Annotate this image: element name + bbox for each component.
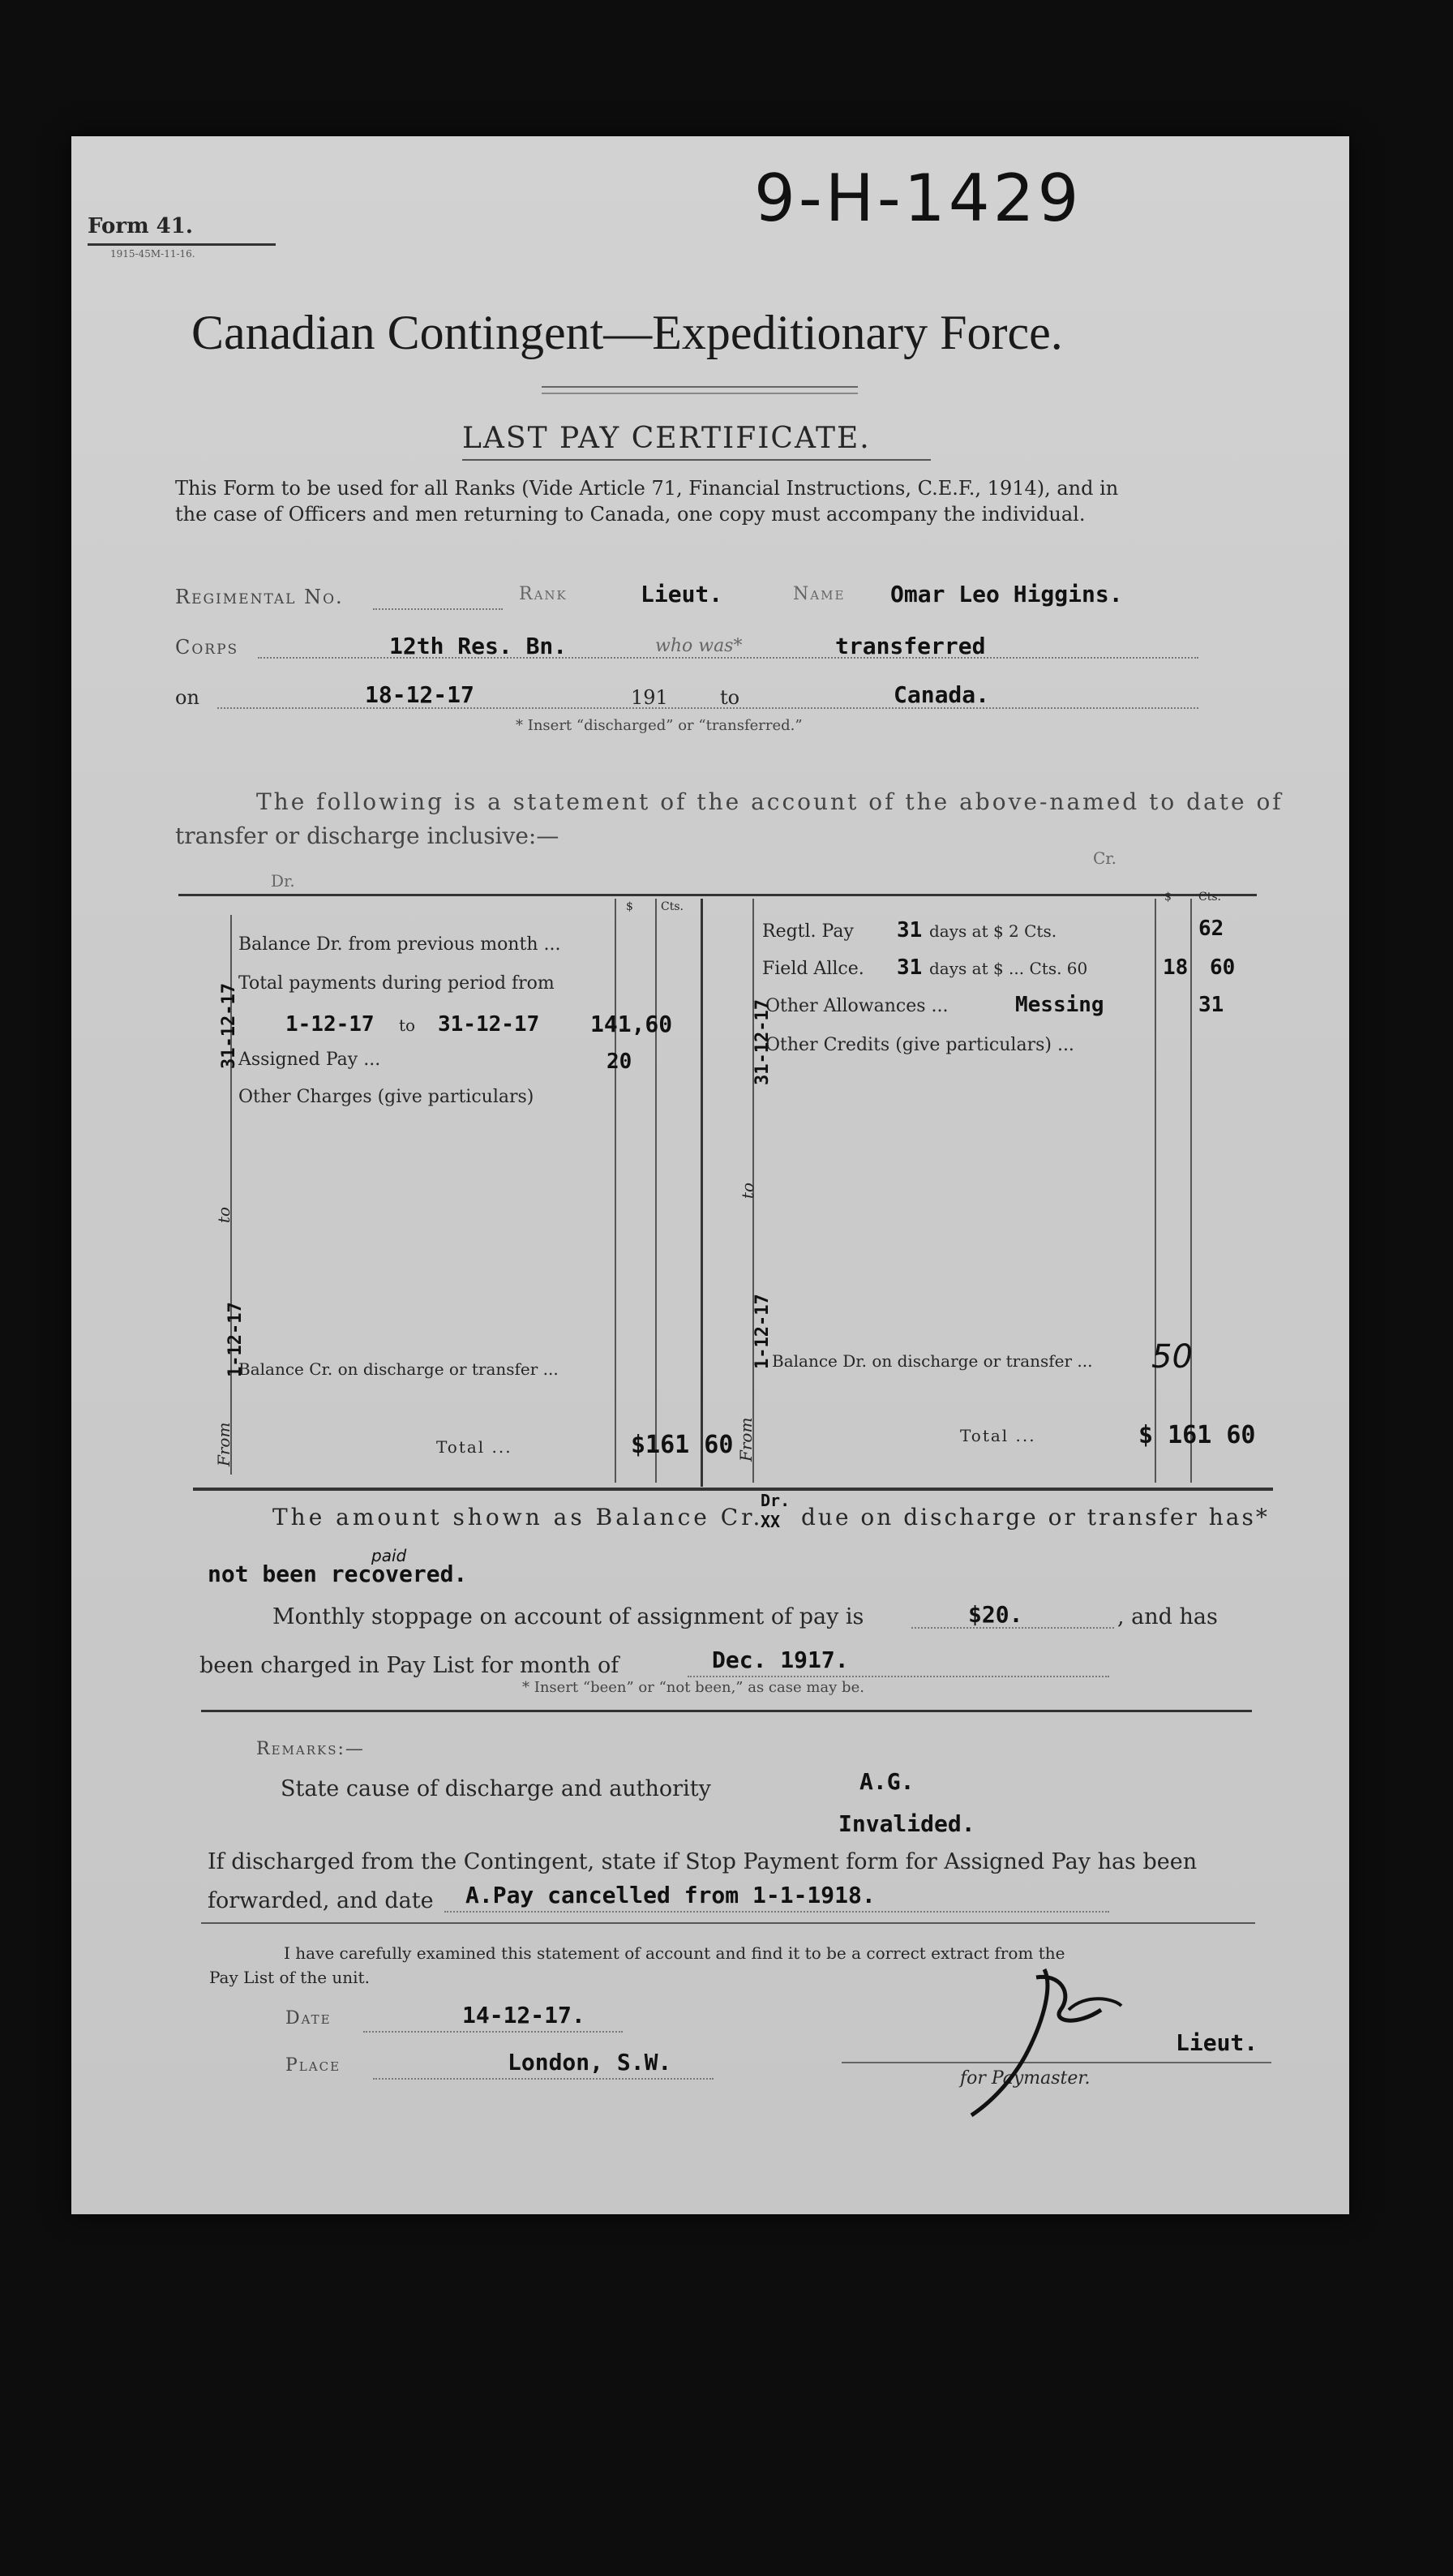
cr-label: Cr.: [1093, 848, 1117, 868]
debit-side-from-date: 1-12-17: [225, 1302, 246, 1377]
other-credits-label: Other Credits (give particulars) ...: [765, 1035, 1074, 1055]
date-value: 14-12-17.: [462, 2002, 585, 2029]
regtl-pay-days: 31: [897, 918, 923, 942]
stop-payment-field: [444, 1911, 1109, 1913]
table-top-rule: [178, 894, 1257, 896]
debit-side-from: From: [214, 1422, 234, 1466]
total-payments-label: Total payments during period from: [238, 973, 555, 994]
debit-cents-header: Cts.: [661, 900, 684, 913]
document-title: Canadian Contingent—Expeditionary Force.: [191, 306, 1063, 359]
corps-value: 12th Res. Bn.: [389, 633, 568, 659]
place-value: London, S.W.: [508, 2049, 672, 2076]
regtl-pay-rate: days at $ 2 Cts.: [929, 921, 1057, 941]
table-center-rule: [701, 899, 703, 1487]
other-allowances-label: Other Allowances ...: [765, 996, 949, 1016]
credit-cents-header: Cts.: [1198, 891, 1221, 904]
assigned-pay-amount: 20: [606, 1050, 632, 1074]
field-allce-rate: days at $ ... Cts. 60: [929, 959, 1088, 978]
year-label: 191: [631, 686, 668, 709]
statement-line-1: The following is a statement of the account of the above-named to date of: [256, 788, 1284, 815]
debit-side-to-date: 31-12-17: [219, 983, 239, 1069]
certification-line-2: Pay List of the unit.: [209, 1968, 370, 1987]
pay-list-month-field: [688, 1676, 1109, 1677]
certification-line-1: I have carefully examined this statement of account and find it to be a correct extract from the: [284, 1943, 1065, 1963]
regtl-pay-amount: 62: [1198, 917, 1224, 941]
credit-side-to-date: 31-12-17: [752, 999, 773, 1085]
table-bottom-rule: [193, 1488, 1273, 1491]
who-was-label: who was*: [655, 636, 743, 656]
debit-total-label: Total ...: [436, 1437, 512, 1457]
name-value: Omar Leo Higgins.: [890, 581, 1123, 608]
cause-value-1: A.G.: [859, 1768, 915, 1795]
who-was-value: transferred: [835, 633, 986, 659]
regimental-no-label: Regimental No.: [175, 586, 344, 608]
cause-value-2: Invalided.: [838, 1810, 975, 1837]
total-payments-amount: 141,60: [590, 1011, 673, 1037]
balance-cr-label: Balance Cr. on discharge or transfer ...: [238, 1359, 559, 1379]
title-rule: [542, 386, 858, 388]
date-label: Date: [285, 2008, 332, 2029]
signature-mark: [939, 1961, 1150, 2123]
on-value: 18-12-17: [365, 681, 474, 708]
credit-side-to: to: [738, 1182, 757, 1199]
balance-dr-amount: 50: [1151, 1338, 1193, 1376]
to-value: Canada.: [894, 681, 990, 708]
field-allce-days: 31: [897, 955, 923, 980]
credit-side-from-date: 1-12-17: [752, 1294, 773, 1369]
stop-payment-value: A.Pay cancelled from 1-1-1918.: [465, 1882, 876, 1908]
recovery-line-1b: due on discharge or transfer has*: [801, 1504, 1270, 1531]
field-allce-label: Field Allce.: [762, 959, 864, 979]
to-label: to: [720, 686, 740, 709]
balance-prev-month: Balance Dr. from previous month ...: [238, 934, 561, 955]
field-allce-cents: 60: [1210, 955, 1236, 980]
credit-side-from: From: [736, 1417, 756, 1462]
recovery-line-4a: been charged in Pay List for month of: [199, 1653, 619, 1678]
statement-line-2: transfer or discharge inclusive:—: [175, 822, 559, 849]
other-charges-label: Other Charges (give particulars): [238, 1087, 534, 1107]
corps-label: Corps: [175, 636, 239, 659]
instructions-line-1: This Form to be used for all Ranks (Vide Article 71, Financial Instructions, C.E.F., 1914), and in: [175, 477, 1119, 500]
recovery-stoppage-value: $20.: [968, 1601, 1023, 1628]
place-field: [373, 2078, 714, 2080]
period-from: 1-12-17: [285, 1012, 375, 1037]
instructions-line-2: the case of Officers and men returning to Canada, one copy must accompany the individual.: [175, 503, 1086, 526]
recovery-dr: Dr.: [761, 1491, 791, 1510]
recovery-line-3b: , and has: [1117, 1604, 1218, 1629]
form-label: Form 41.: [88, 214, 193, 238]
messing-label: Messing: [1015, 993, 1104, 1017]
dr-label: Dr.: [271, 871, 295, 891]
for-paymaster: for Paymaster.: [960, 2068, 1091, 2089]
certificate-paper: [71, 136, 1349, 2214]
recovery-paid: paid: [371, 1546, 407, 1565]
debit-cents-rule: [655, 899, 657, 1483]
regimental-no-field: [373, 608, 503, 610]
credit-cents-rule: [1190, 899, 1192, 1483]
date-field: [363, 2031, 623, 2033]
period-to-word: to: [399, 1015, 416, 1035]
subtitle-underline: [462, 459, 931, 461]
form-print-code: 1915-45M-11-16.: [110, 248, 195, 260]
rank-label: Rank: [519, 584, 568, 604]
credit-total-value: $ 161 60: [1138, 1421, 1256, 1449]
debit-dollar-header: $: [626, 900, 633, 913]
stop-payment-line-2: forwarded, and date: [208, 1888, 434, 1913]
place-label: Place: [285, 2055, 341, 2076]
recovery-note: * Insert “been” or “not been,” as case may be.: [522, 1679, 864, 1696]
title-rule-2: [542, 393, 858, 394]
remarks-top-rule: [201, 1710, 1252, 1712]
form-underline: [88, 243, 276, 246]
recovery-not-been: not been recovered.: [208, 1561, 468, 1587]
debit-total-value: $161 60: [631, 1431, 734, 1459]
insert-note: * Insert “discharged” or “transferred.”: [516, 717, 803, 734]
on-label: on: [175, 686, 199, 709]
credit-dollars-rule: [1155, 899, 1156, 1483]
assigned-pay-label: Assigned Pay ...: [238, 1050, 381, 1070]
balance-dr-label: Balance Dr. on discharge or transfer ...: [772, 1351, 1093, 1371]
credit-dollar-header: $: [1164, 891, 1172, 904]
debit-dollars-rule: [615, 899, 616, 1483]
remarks-label: Remarks:—: [256, 1739, 365, 1759]
debit-side-to: to: [214, 1206, 234, 1223]
name-label: Name: [793, 584, 846, 604]
regtl-pay-label: Regtl. Pay: [762, 921, 854, 942]
field-allce-dollars: 18: [1163, 955, 1189, 980]
messing-amount: 31: [1198, 993, 1224, 1017]
certification-top-rule: [201, 1922, 1255, 1924]
recovery-line-1a: The amount shown as Balance Cr.: [272, 1504, 764, 1531]
recovery-month-value: Dec. 1917.: [712, 1646, 849, 1673]
rank-value: Lieut.: [641, 581, 723, 608]
signer-rank: Lieut.: [1176, 2029, 1258, 2056]
recovery-line-3a: Monthly stoppage on account of assignment of pay is: [272, 1604, 864, 1629]
period-to: 31-12-17: [438, 1012, 540, 1037]
credit-total-label: Total ...: [960, 1426, 1036, 1445]
stop-payment-line-1: If discharged from the Contingent, state if Stop Payment form for Assigned Pay has been: [208, 1849, 1198, 1874]
cause-label: State cause of discharge and authority: [281, 1776, 711, 1801]
recovery-xx: XX: [761, 1512, 781, 1531]
stamp-number: 9-H-1429: [754, 161, 1082, 236]
certificate-subtitle: LAST PAY CERTIFICATE.: [462, 422, 871, 455]
